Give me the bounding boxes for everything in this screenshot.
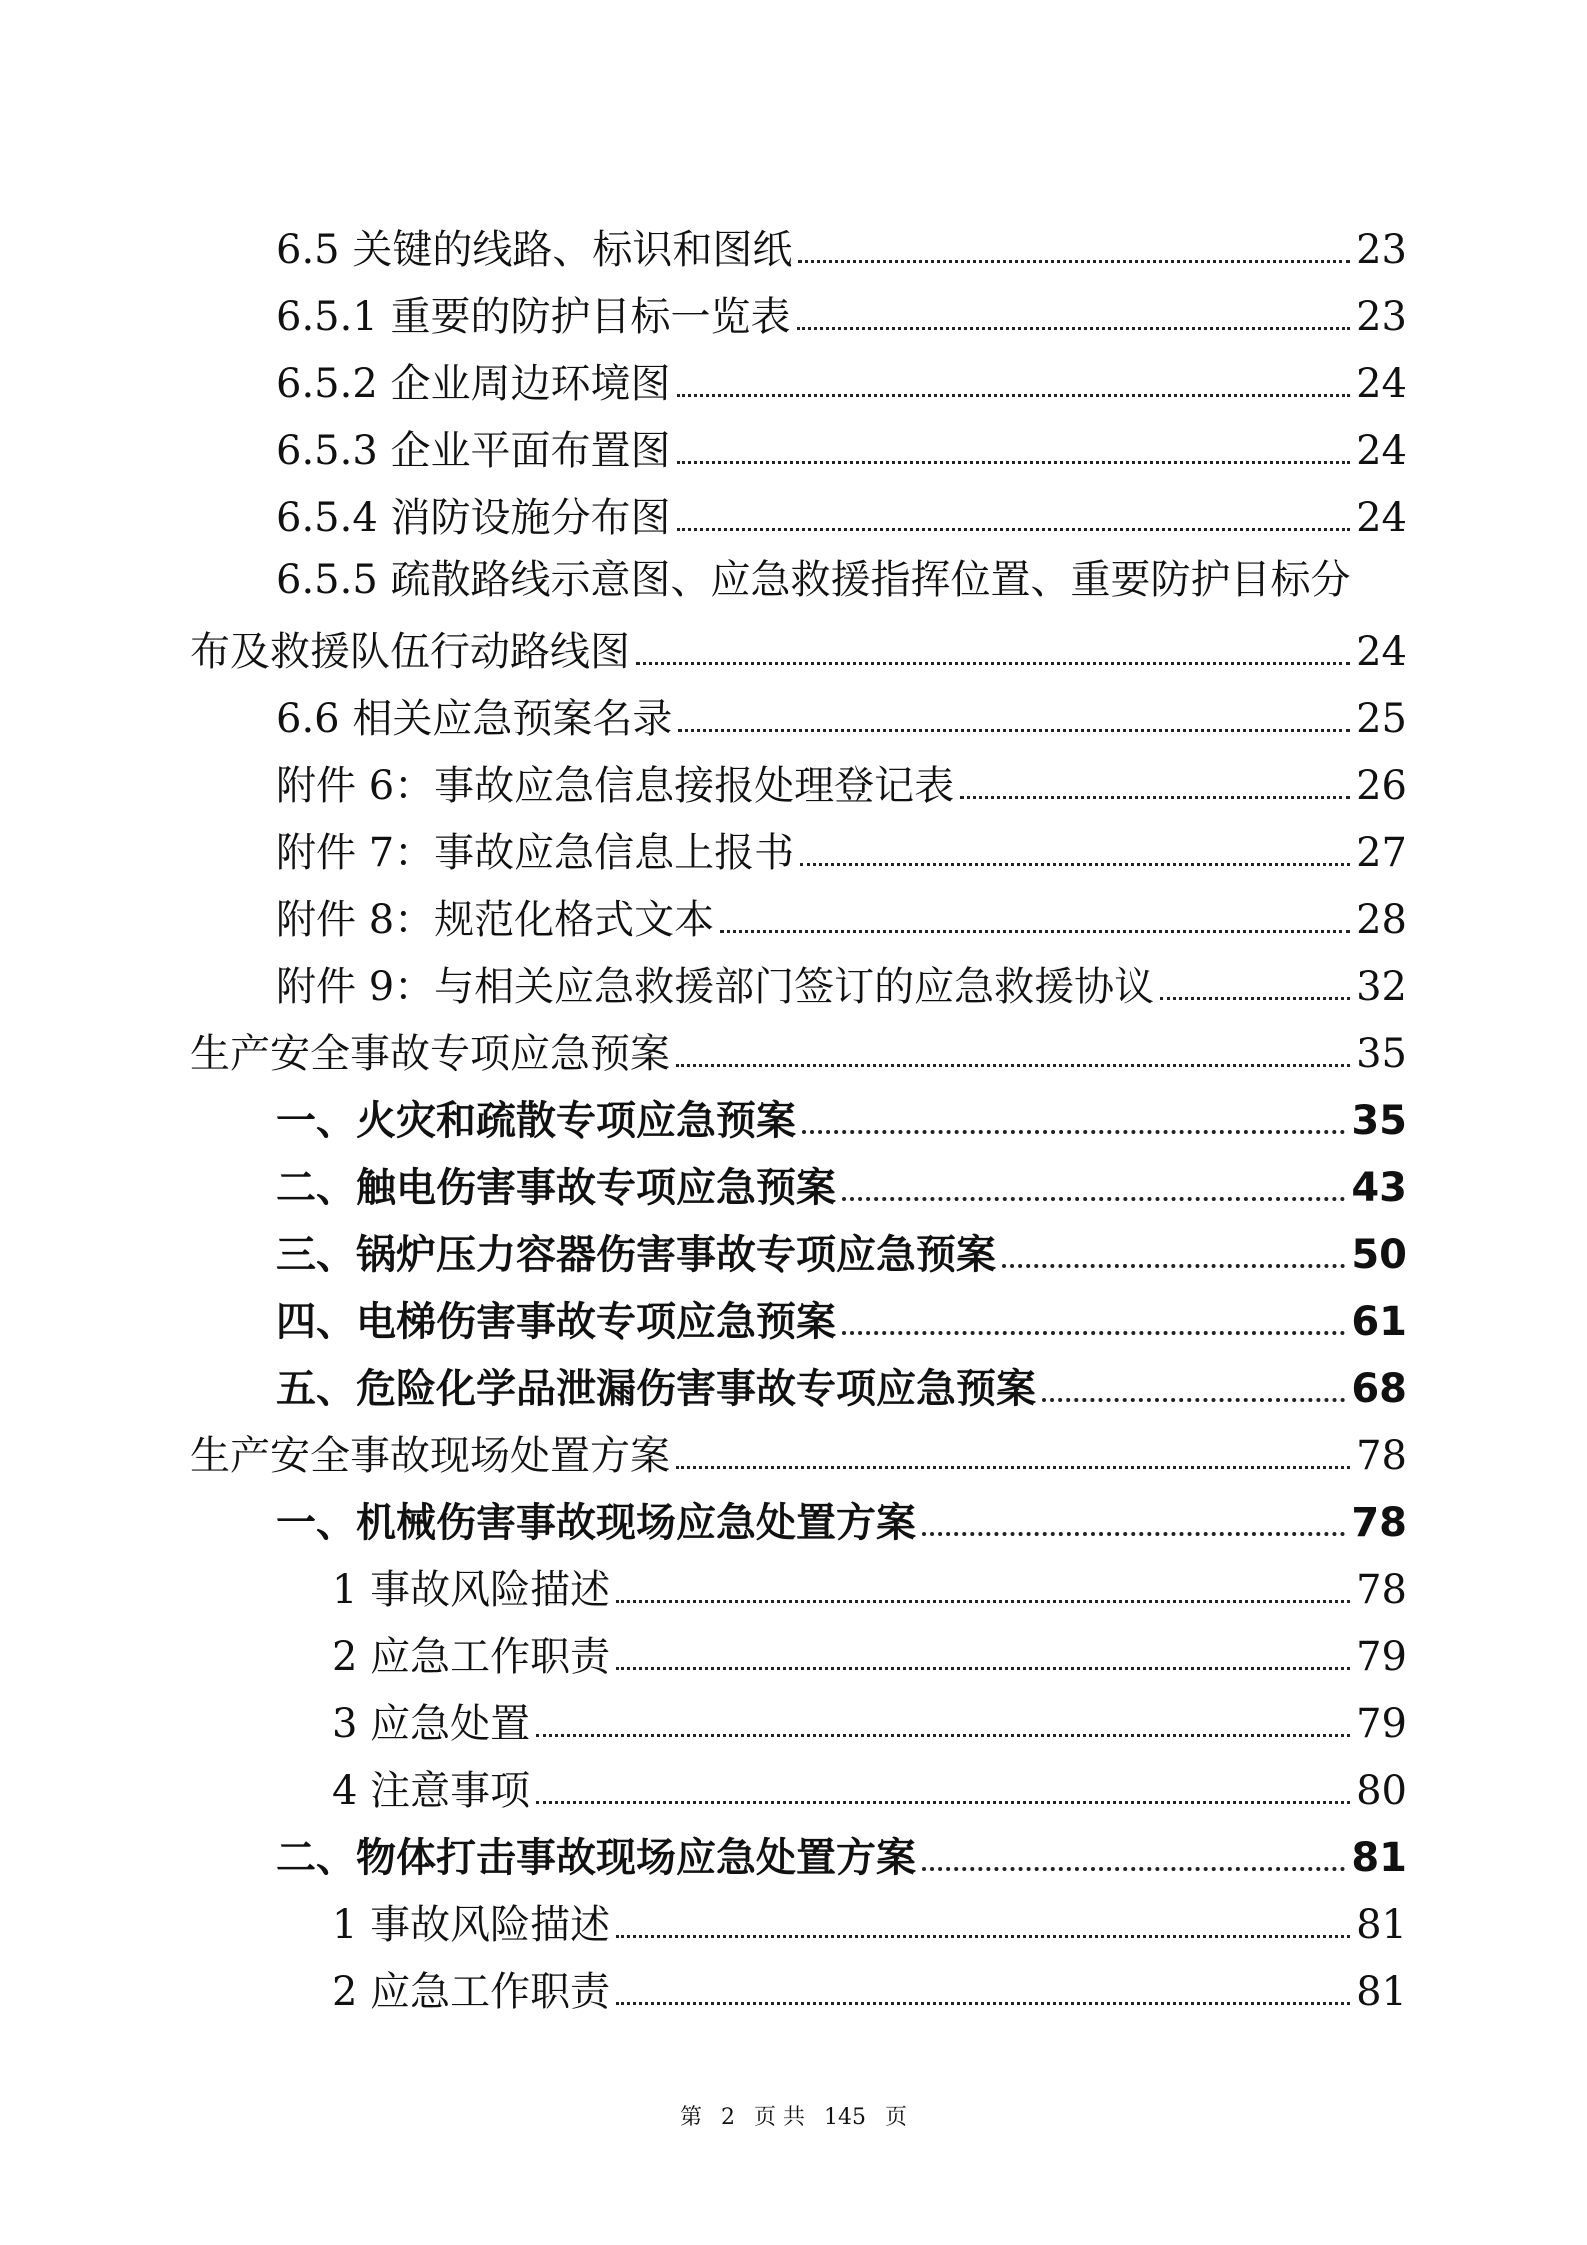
- toc-entry-title: 6.5.4 消防设施分布图: [276, 495, 671, 541]
- page-footer: [0, 2100, 1587, 2131]
- toc-entry-page: 24: [1356, 495, 1407, 541]
- footer-prefix: 第: [679, 2105, 702, 2130]
- toc-entry-page: 35: [1356, 1031, 1407, 1077]
- toc-entry-title: 四、电梯伤害事故专项应急预案: [276, 1299, 836, 1345]
- toc-entry-title: 附件 7：事故应急信息上报书: [276, 830, 795, 876]
- dot-leader: [677, 528, 1351, 531]
- toc-entry[interactable]: [276, 1213, 1407, 1280]
- dot-leader: [800, 863, 1350, 866]
- toc-entry-page: 79: [1356, 1701, 1407, 1747]
- footer-current-page: 2: [721, 2105, 735, 2130]
- toc-entry[interactable]: [276, 208, 1407, 275]
- toc-entry[interactable]: [332, 1682, 1407, 1749]
- toc-entry[interactable]: [332, 1749, 1407, 1816]
- dot-leader: [1042, 1398, 1345, 1402]
- toc-entry-page: 27: [1356, 830, 1407, 876]
- dot-leader: [960, 796, 1350, 799]
- toc-entry-page: 32: [1356, 964, 1407, 1010]
- toc-entry-page: 80: [1356, 1768, 1407, 1814]
- dot-leader: [922, 1532, 1345, 1536]
- toc-entry-page: 50: [1351, 1232, 1407, 1278]
- toc-entry-page: 78: [1351, 1500, 1407, 1546]
- toc-entry-title: 6.5.3 企业平面布置图: [276, 428, 671, 474]
- toc-entry-page: 81: [1356, 1902, 1407, 1948]
- toc-entry-page: 24: [1356, 629, 1407, 675]
- dot-leader: [536, 1734, 1350, 1737]
- toc-entry-title: 附件 9：与相关应急救援部门签订的应急救援协议: [276, 964, 1155, 1010]
- toc-entry-title: 6.5.2 企业周边环境图: [276, 361, 671, 407]
- dot-leader: [676, 1466, 1350, 1469]
- dot-leader: [1002, 1264, 1345, 1268]
- dot-leader: [1160, 997, 1350, 1000]
- dot-leader: [677, 394, 1351, 397]
- dot-leader: [676, 1064, 1350, 1067]
- toc-entry-page: 28: [1356, 897, 1407, 943]
- toc-entry-title: 1 事故风险描述: [332, 1567, 611, 1613]
- toc-entry-page: 61: [1351, 1299, 1407, 1345]
- toc-entry-title: 4 注意事项: [332, 1768, 531, 1814]
- toc-entry-page: 23: [1356, 294, 1407, 340]
- toc-entry-page: 25: [1356, 696, 1407, 742]
- dot-leader: [802, 1130, 1345, 1134]
- dot-leader: [616, 2002, 1350, 2005]
- toc-entry-title: 生产安全事故专项应急预案: [190, 1031, 670, 1077]
- toc-entry-page: 81: [1356, 1969, 1407, 2015]
- toc-entry-title: 6.5.1 重要的防护目标一览表: [276, 294, 791, 340]
- dot-leader: [616, 1667, 1350, 1670]
- footer-total-pages: 145: [824, 2105, 866, 2130]
- toc-entry-title: 附件 6：事故应急信息接报处理登记表: [276, 763, 955, 809]
- toc-entry[interactable]: [276, 1280, 1407, 1347]
- toc-entry[interactable]: [190, 1414, 1407, 1481]
- toc-entry[interactable]: [190, 1012, 1407, 1079]
- toc-entry[interactable]: [276, 744, 1407, 811]
- toc-entry-title: 五、危险化学品泄漏伤害事故专项应急预案: [276, 1366, 1036, 1412]
- toc-entry[interactable]: [190, 610, 1407, 677]
- toc-entry[interactable]: [276, 1481, 1407, 1548]
- toc-entry[interactable]: [276, 476, 1407, 543]
- dot-leader: [616, 1600, 1350, 1603]
- toc-entry[interactable]: [276, 1816, 1407, 1883]
- toc-entry-title: 二、触电伤害事故专项应急预案: [276, 1165, 836, 1211]
- toc-entry-page: 24: [1356, 428, 1407, 474]
- toc-entry-page: 35: [1351, 1098, 1407, 1144]
- toc-entry-page: 43: [1351, 1165, 1407, 1211]
- toc-entry[interactable]: [276, 275, 1407, 342]
- toc-entry-title: 布及救援队伍行动路线图: [190, 629, 630, 675]
- toc-entry[interactable]: [332, 1548, 1407, 1615]
- toc-entry-title: 附件 8：规范化格式文本: [276, 897, 715, 943]
- dot-leader: [677, 461, 1351, 464]
- dot-leader: [798, 260, 1350, 263]
- toc-entry[interactable]: [276, 677, 1407, 744]
- dot-leader: [797, 327, 1351, 330]
- toc-entry-page: 26: [1356, 763, 1407, 809]
- footer-suffix: 页: [885, 2105, 908, 2130]
- toc-entry-title: 3 应急处置: [332, 1701, 531, 1747]
- dot-leader: [536, 1801, 1350, 1804]
- toc-entry-title: 二、物体打击事故现场应急处置方案: [276, 1835, 916, 1881]
- dot-leader: [720, 930, 1350, 933]
- toc-entry-page: 24: [1356, 361, 1407, 407]
- toc-entry[interactable]: [276, 811, 1407, 878]
- toc-entry[interactable]: [276, 1146, 1407, 1213]
- toc-entry-title: 2 应急工作职责: [332, 1634, 611, 1680]
- dot-leader: [922, 1867, 1345, 1871]
- toc-entry[interactable]: [276, 409, 1407, 476]
- toc-entry[interactable]: [332, 1615, 1407, 1682]
- toc-entry-page: 23: [1356, 227, 1407, 273]
- toc-entry-title: 2 应急工作职责: [332, 1969, 611, 2015]
- toc-entry[interactable]: [276, 878, 1407, 945]
- toc-entry-title-line1[interactable]: 6.5.5 疏散路线示意图、应急救援指挥位置、重要防护目标分: [276, 557, 1351, 603]
- dot-leader: [636, 662, 1350, 665]
- toc-entry-title: 6.6 相关应急预案名录: [276, 696, 673, 742]
- toc-entry-page: 68: [1351, 1366, 1407, 1412]
- toc-entry[interactable]: [276, 1079, 1407, 1146]
- toc-entry-title: 一、火灾和疏散专项应急预案: [276, 1098, 796, 1144]
- toc-entry-page: 81: [1351, 1835, 1407, 1881]
- toc-entry-title: 生产安全事故现场处置方案: [190, 1433, 670, 1479]
- toc-entry[interactable]: [276, 945, 1407, 1012]
- toc-entry-page: 79: [1356, 1634, 1407, 1680]
- footer-mid: 页 共: [754, 2105, 805, 2130]
- dot-leader: [616, 1935, 1350, 1938]
- toc-entry[interactable]: [276, 342, 1407, 409]
- dot-leader: [842, 1197, 1345, 1201]
- dot-leader: [678, 729, 1350, 732]
- toc-entry-title: 三、锅炉压力容器伤害事故专项应急预案: [276, 1232, 996, 1278]
- dot-leader: [842, 1331, 1345, 1335]
- toc-entry[interactable]: [276, 1347, 1407, 1414]
- toc-entry[interactable]: [332, 1950, 1407, 2017]
- toc-entry-page: 78: [1356, 1433, 1407, 1479]
- toc-entry-title: 一、机械伤害事故现场应急处置方案: [276, 1500, 916, 1546]
- toc-entry-title: 6.5 关键的线路、标识和图纸: [276, 227, 793, 273]
- toc-entry-page: 78: [1356, 1567, 1407, 1613]
- toc-entry[interactable]: [332, 1883, 1407, 1950]
- toc-entry-title: 1 事故风险描述: [332, 1902, 611, 1948]
